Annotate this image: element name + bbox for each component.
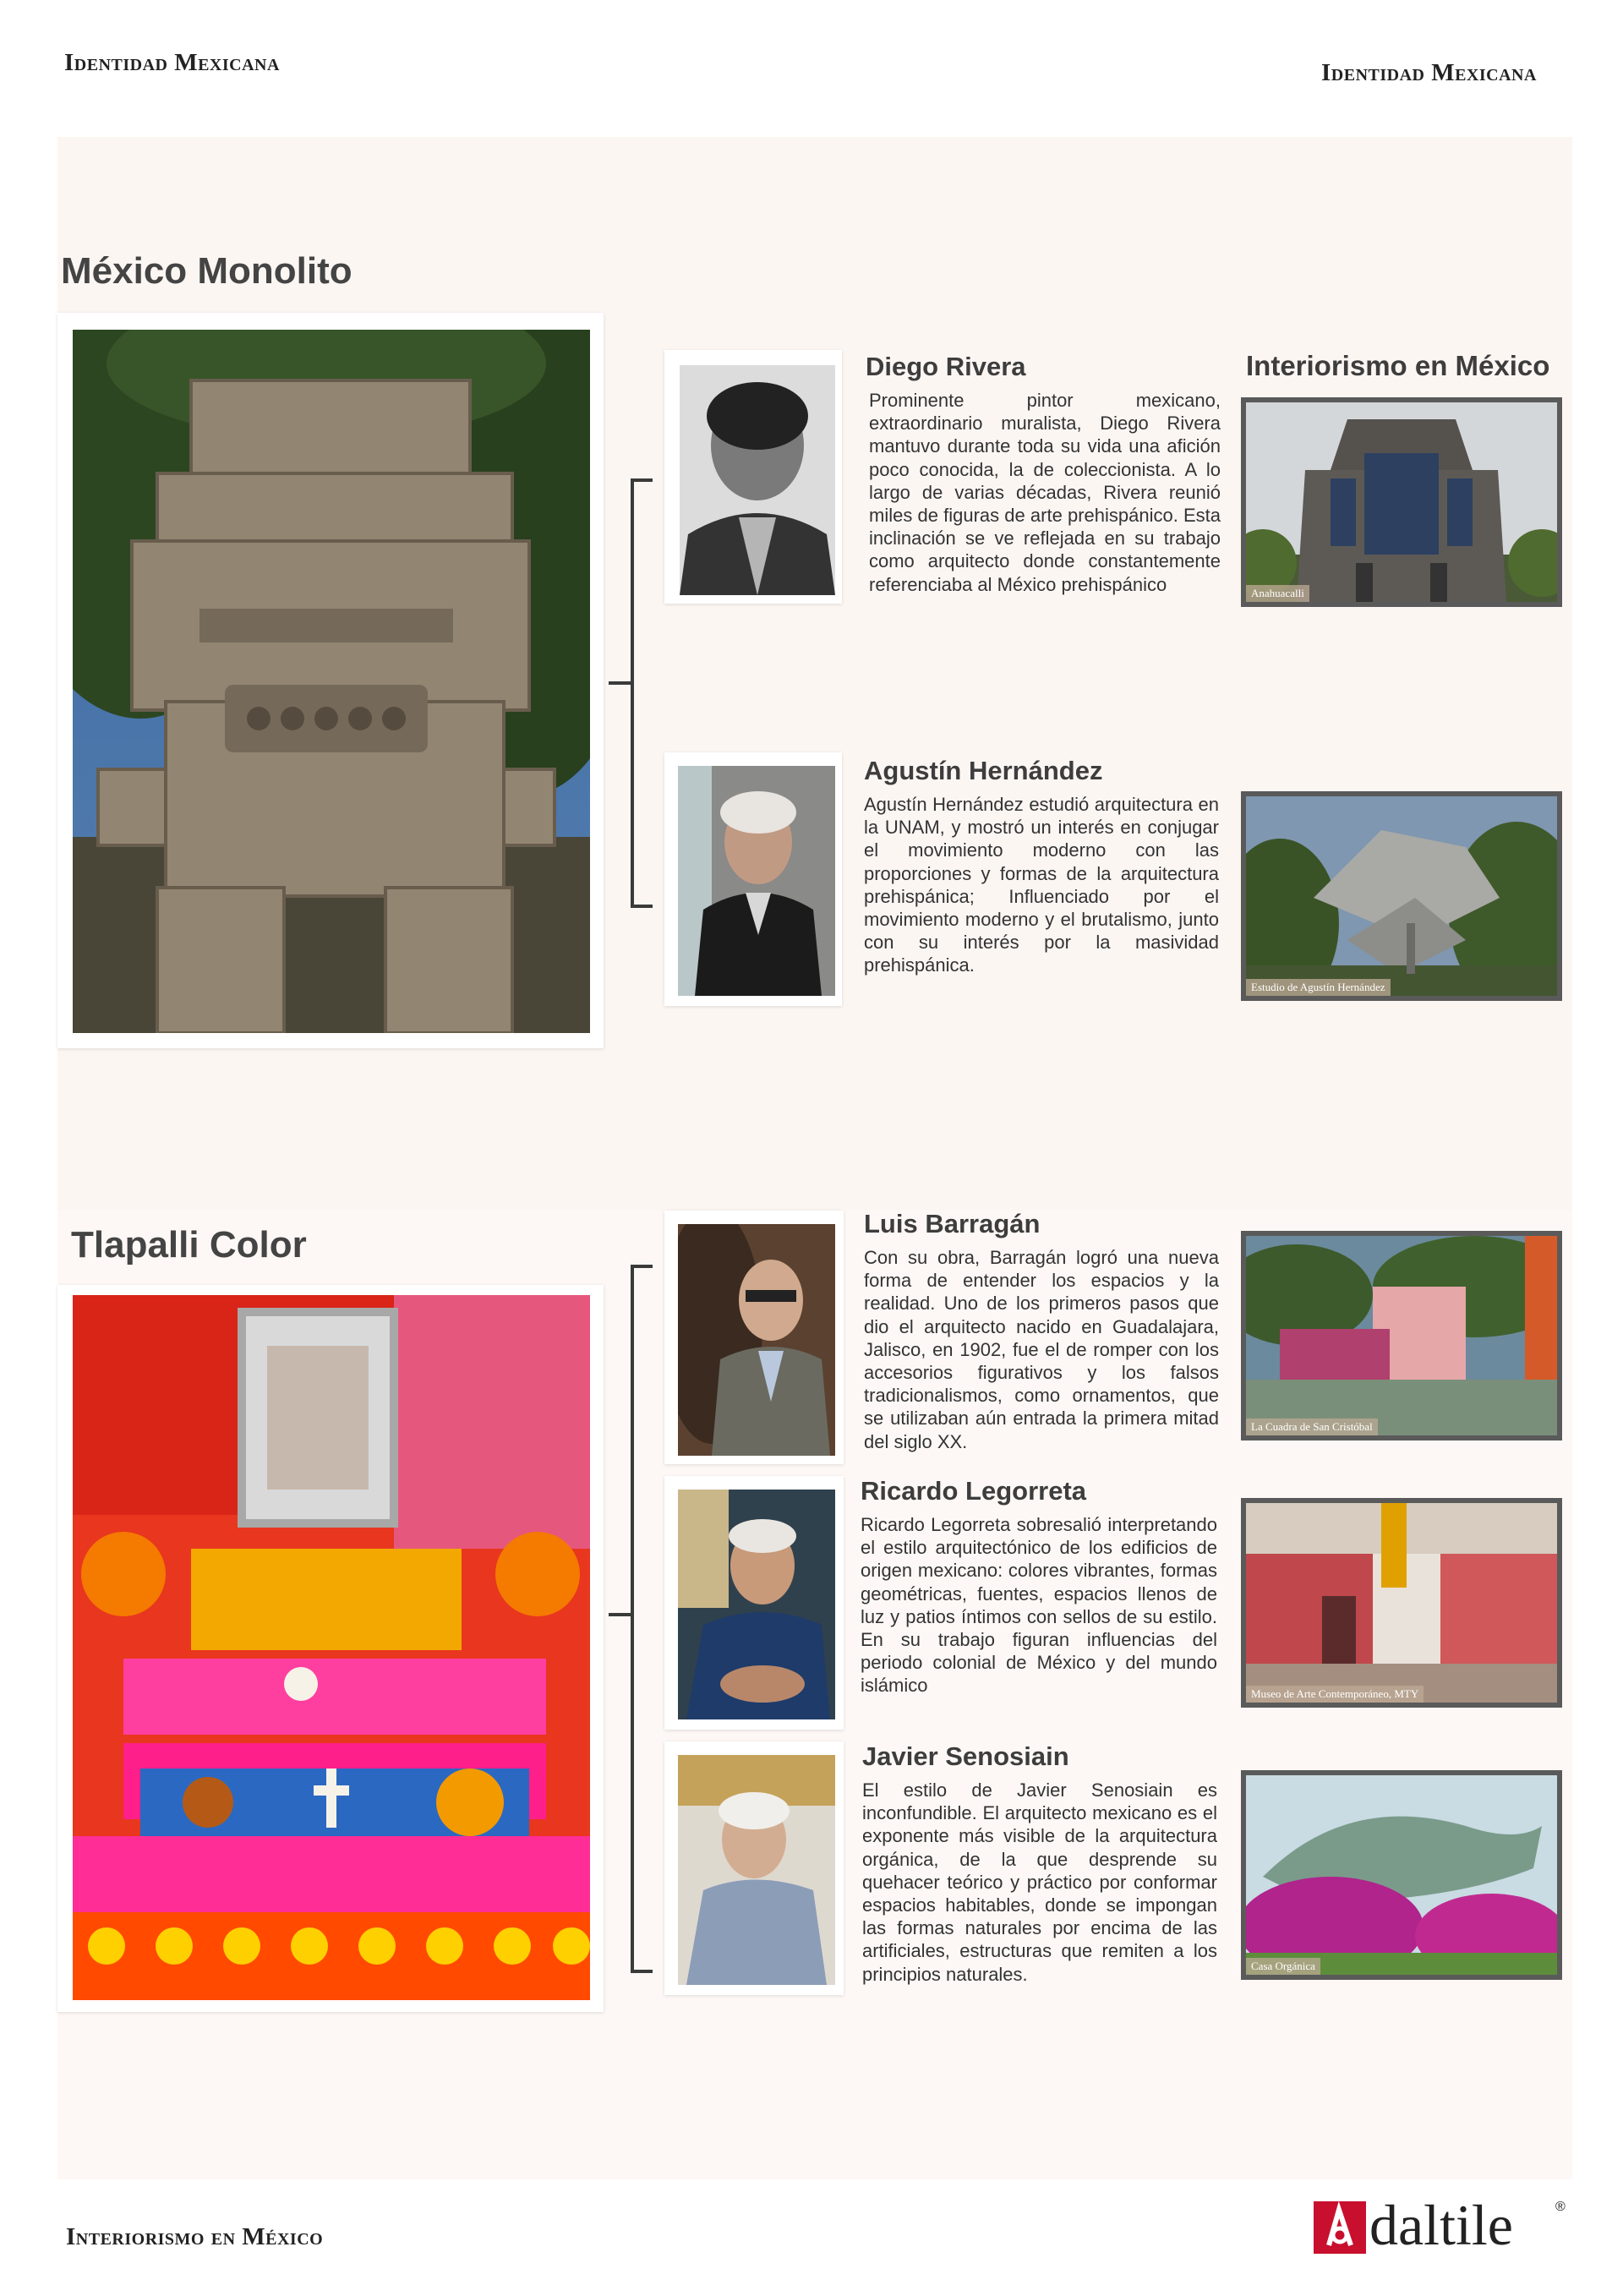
caption-anahuacalli: Anahuacalli	[1246, 585, 1309, 602]
person-bio-hernandez: Agustín Hernández estudió arquitectura en la UNAM, y mostró un interés en conjugar el movimiento moderno con las proporciones y formas de la arquitectura prehispánica; Influenciado por el movimiento moderno y el brutalismo, junto con su interés por la masividad prehispánica.	[864, 794, 1219, 976]
bracket-monolito-tick	[609, 681, 632, 685]
daltile-registered: ®	[1555, 2200, 1566, 2214]
caption-casa-organica: Casa Orgánica	[1246, 1958, 1320, 1975]
running-foot-left: Interiorismo en México	[66, 2223, 324, 2250]
building-thumb-anahuacalli	[1241, 397, 1562, 607]
building-thumb-cuadra	[1241, 1231, 1562, 1440]
daltile-logo-icon	[1314, 2201, 1366, 2254]
bracket-monolito	[631, 478, 653, 908]
portrait-hernandez	[678, 766, 835, 996]
building-thumb-marco	[1241, 1498, 1562, 1708]
building-thumb-casa-organica	[1241, 1770, 1562, 1980]
monolith-photo	[73, 330, 590, 1033]
caption-estudio: Estudio de Agustín Hernández	[1246, 979, 1391, 996]
person-bio-legorreta: Ricardo Legorreta sobresalió interpretando el estilo arquitectónico de los edificios de origen mexicano: colores vibrantes, formas geométricas, fuentes, espacios llenos de luz y patios íntimos con sellos de su estilo. En su trabajo figuran influencias del periodo colonial de México y del mundo islámico	[861, 1514, 1217, 1697]
person-name-hernandez: Agustín Hernández	[864, 756, 1103, 785]
running-head-left: Identidad Mexicana	[64, 49, 280, 76]
person-bio-barragan: Con su obra, Barragán logró una nueva forma de entender los espacios y la realidad. Uno de los primeros pasos que dio el arquitecto nacido en Guadalajara, Jalisco, en 1902, fue el de romper con los accesorios figurativos y los falsos tradicionalismos, como ornamentos, que se utilizaban aún entrada la primera mitad del siglo XX.	[864, 1247, 1219, 1452]
person-name-senosiain: Javier Senosiain	[862, 1741, 1069, 1771]
bracket-tlapalli-tick	[609, 1613, 632, 1616]
daltile-logo	[1314, 2195, 1567, 2255]
person-name-legorreta: Ricardo Legorreta	[861, 1476, 1087, 1506]
bracket-tlapalli	[631, 1265, 653, 1973]
caption-marco: Museo de Arte Contemporáneo, MTY	[1246, 1686, 1424, 1703]
person-name-rivera: Diego Rivera	[866, 352, 1026, 381]
portrait-senosiain	[678, 1755, 835, 1985]
person-bio-rivera: Prominente pintor mexicano, extraordinario muralista, Diego Rivera mantuvo durante toda su vida una afición poco conocida, la de coleccionista. A lo largo de varias décadas, Rivera reunió miles de figuras de arte prehispánico. Esta inclinación se ve reflejada en su trabajo como arquitecto donde constantemente referenciaba al México prehispánico	[869, 390, 1221, 595]
portrait-barragan	[678, 1224, 835, 1456]
portrait-rivera	[680, 365, 835, 595]
running-head-right: Identidad Mexicana	[1321, 59, 1537, 86]
building-thumb-estudio	[1241, 791, 1562, 1001]
portrait-legorreta	[678, 1490, 835, 1719]
section-title-tlapalli: Tlapalli Color	[71, 1224, 307, 1266]
altar-photo	[73, 1295, 590, 2000]
person-name-barragan: Luis Barragán	[864, 1209, 1041, 1238]
caption-cuadra: La Cuadra de San Cristóbal	[1246, 1419, 1378, 1435]
daltile-wordmark: daltile	[1369, 2193, 1513, 2257]
section-title-monolito: México Monolito	[61, 250, 352, 292]
person-bio-senosiain: El estilo de Javier Senosiain es inconfundible. El arquitecto mexicano es el exponente más visible de la arquitectura orgánica, de la que desprende su quehacer teórico y práctico por conformar espacios habitables, donde se impongan las formas naturales por encima de las artificiales, estructuras que remiten a los principios naturales.	[862, 1779, 1217, 1985]
side-heading-interiorismo: Interiorismo en México	[1246, 350, 1550, 381]
